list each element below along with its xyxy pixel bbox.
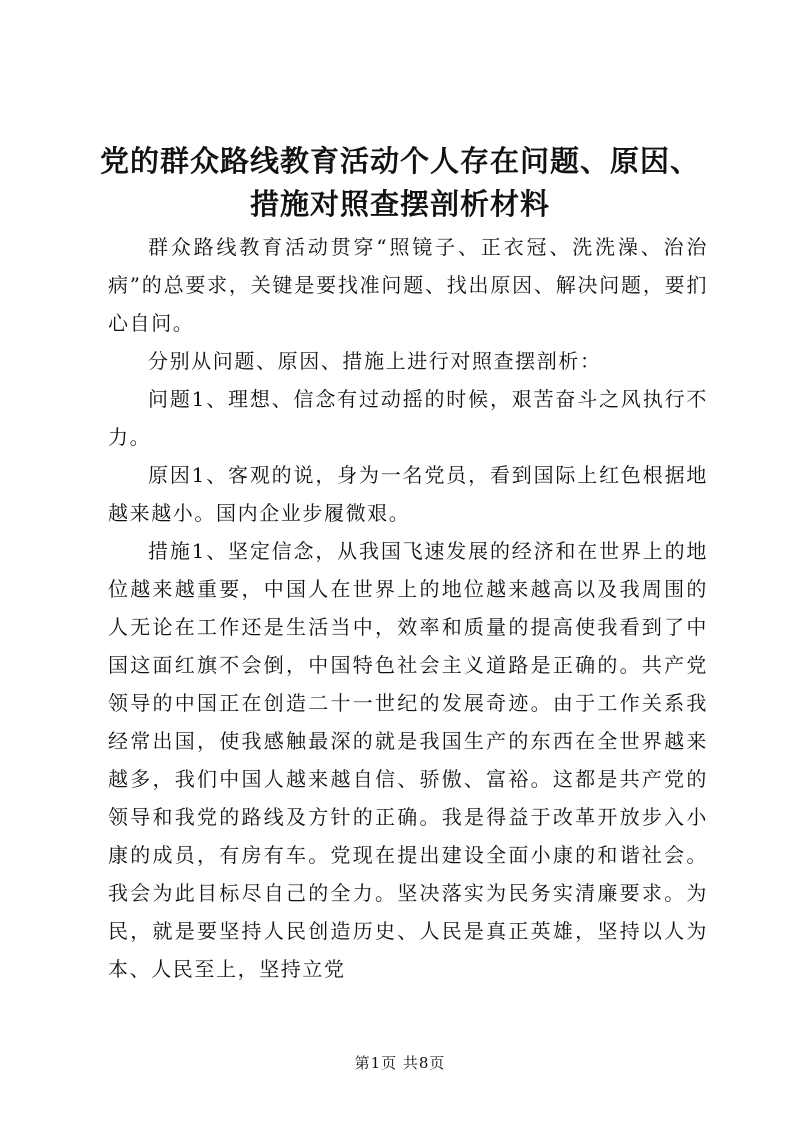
paragraph-problem-1: 问题1、理想、信念有过动摇的时候，艰苦奋斗之风执行不力。 <box>108 387 708 449</box>
paragraph-measure-1: 措施1、坚定信念，从我国飞速发展的经济和在世界上的地位越来越重要，中国人在世界上的地位越来越高以及我周围的人无论在工作还是生活当中，效率和质量的提高使我看到了中国这面红旗不会倒，中国特色社会主义道路是正确的。共产党领导的中国正在创造二十一世纪的发展奇迹。由于工作关系我经常出国，使我感触最深的就是我国生产的东西在全世界越来越多，我们中国人越来越自信、骄傲、富裕。这都是共产党的领导和我党的路线及方针的正确。我是得益于改革开放步入小康的成员，有房有车。党现在提出建设全面小康的和谐社会。我会为此目标尽自己的全力。坚决落实为民务实清廉要求。为民，就是要坚持人民创造历史、人民是真正英雄，坚持以人为本、人民至上，坚持立党 <box>108 539 708 981</box>
paragraph-method: 分别从问题、原因、措施上进行对照查摆剖析： <box>148 349 602 373</box>
document-body <box>108 228 708 988</box>
title-line-2: 措施对照查摆剖析材料 <box>249 187 550 221</box>
paragraph-cause-1: 原因1、客观的说，身为一名党员，看到国际上红色根据地越来越小。国内企业步履微艰。 <box>108 463 708 525</box>
page-footer: 第1页 共8页 <box>354 1054 446 1072</box>
paragraph-intro: 群众路线教育活动贯穿“照镜子、正衣冠、洗洗澡、治治病”的总要求，关键是要找准问题、找出原因、解决问题，要扪心自问。 <box>108 235 708 335</box>
title-line-1: 党的群众路线教育活动个人存在问题、原因、 <box>99 144 700 178</box>
document-title <box>60 140 740 226</box>
